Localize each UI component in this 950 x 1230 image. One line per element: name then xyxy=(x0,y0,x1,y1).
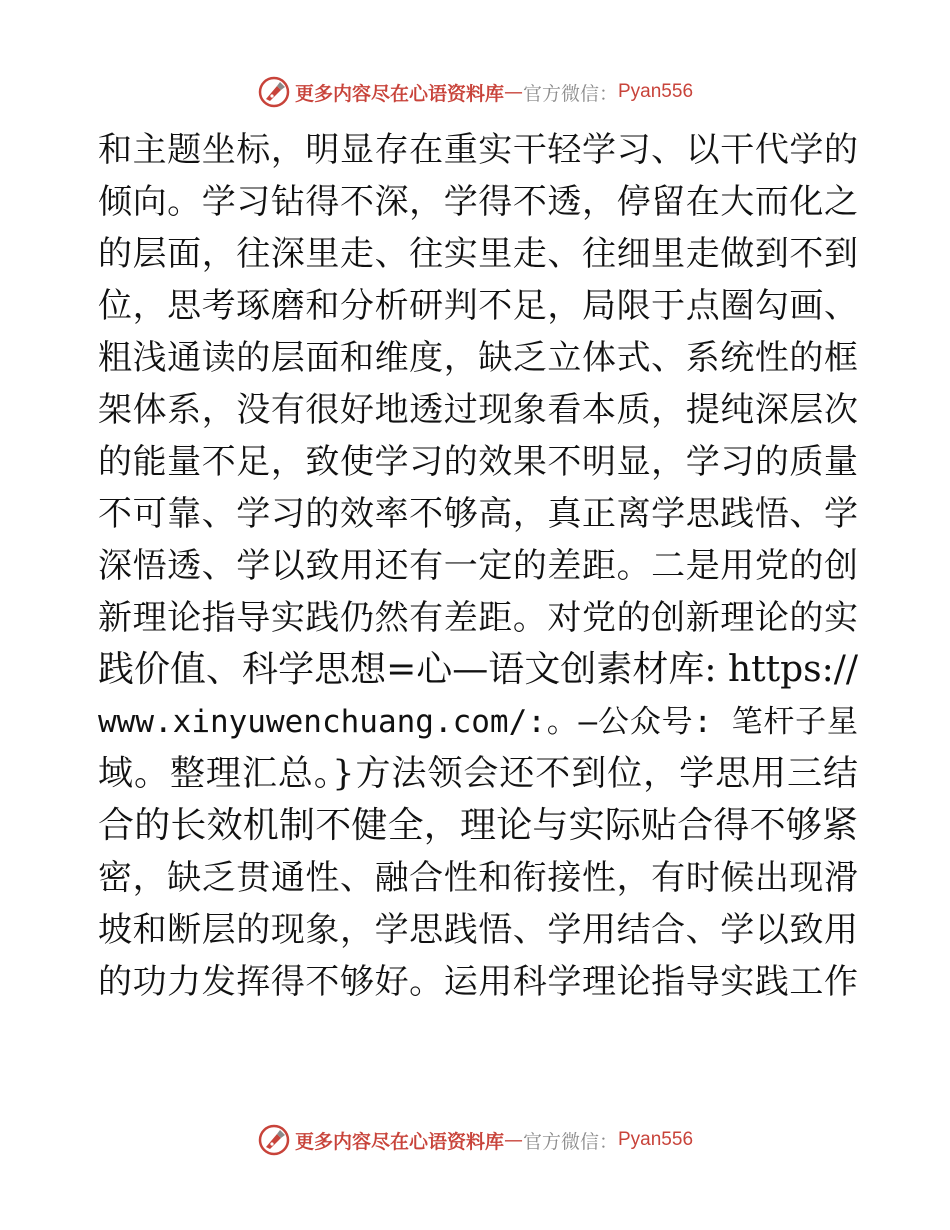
footer-wechat-label: 官方微信： xyxy=(522,1130,618,1153)
body-line-10: 新理论指导实践仍然有差距。对党的创新理论的实 xyxy=(98,598,858,638)
body-line-5: 粗浅通读的层面和维度，缺乏立体式、系统性的框 xyxy=(98,338,858,378)
header-wechat-id: Pyan556 xyxy=(618,81,694,102)
header-wechat-label: 官方微信： xyxy=(522,82,618,105)
header-banner xyxy=(0,72,950,112)
body-line-11: 践价值、科学思想=心—语文创素材库: https:// xyxy=(98,649,858,690)
body-line-16: 坡和断层的现象，学思践悟、学用结合、学以致用 xyxy=(98,910,858,950)
body-line-12: www.xinyuwenchuang.com/:。—公众号: 笔杆子星 xyxy=(98,704,858,740)
body-line-3: 的层面，往深里走、往实里走、往细里走做到不到 xyxy=(98,234,858,274)
footer-brand: 更多内容尽在心语资料库 xyxy=(294,1130,504,1153)
footer-separator: — xyxy=(503,1129,523,1151)
body-line-8: 不可靠、学习的效率不够高，真正离学思践悟、学 xyxy=(98,494,858,534)
body-line-13: 域。整理汇总。}方法领会还不到位，学思用三结 xyxy=(98,754,858,794)
body-line-17: 的功力发挥得不够好。运用科学理论指导实践工作 xyxy=(98,962,858,1002)
body-line-1: 和主题坐标，明显存在重实干轻学习、以干代学的 xyxy=(98,130,858,170)
body-line-4: 位，思考琢磨和分析研判不足，局限于点圈勾画、 xyxy=(98,286,858,326)
header-brand: 更多内容尽在心语资料库 xyxy=(294,82,504,105)
body-line-9: 深悟透、学以致用还有一定的差距。二是用党的创 xyxy=(98,546,858,586)
document-body xyxy=(98,124,858,1008)
pen-nib-circle-icon xyxy=(257,75,291,109)
body-line-14: 合的长效机制不健全，理论与实际贴合得不够紧 xyxy=(98,805,858,846)
body-line-15: 密，缺乏贯通性、融合性和衔接性，有时候出现滑 xyxy=(98,858,858,898)
pen-nib-circle-icon xyxy=(257,1123,291,1157)
header-separator: — xyxy=(503,81,523,103)
body-line-2: 倾向。学习钻得不深，学得不透，停留在大而化之 xyxy=(98,182,858,222)
body-line-7: 的能量不足，致使学习的效果不明显，学习的质量 xyxy=(98,442,858,482)
body-line-6: 架体系，没有很好地透过现象看本质，提纯深层次 xyxy=(98,390,858,430)
footer-banner xyxy=(0,1120,950,1160)
footer-wechat-id: Pyan556 xyxy=(618,1129,694,1150)
